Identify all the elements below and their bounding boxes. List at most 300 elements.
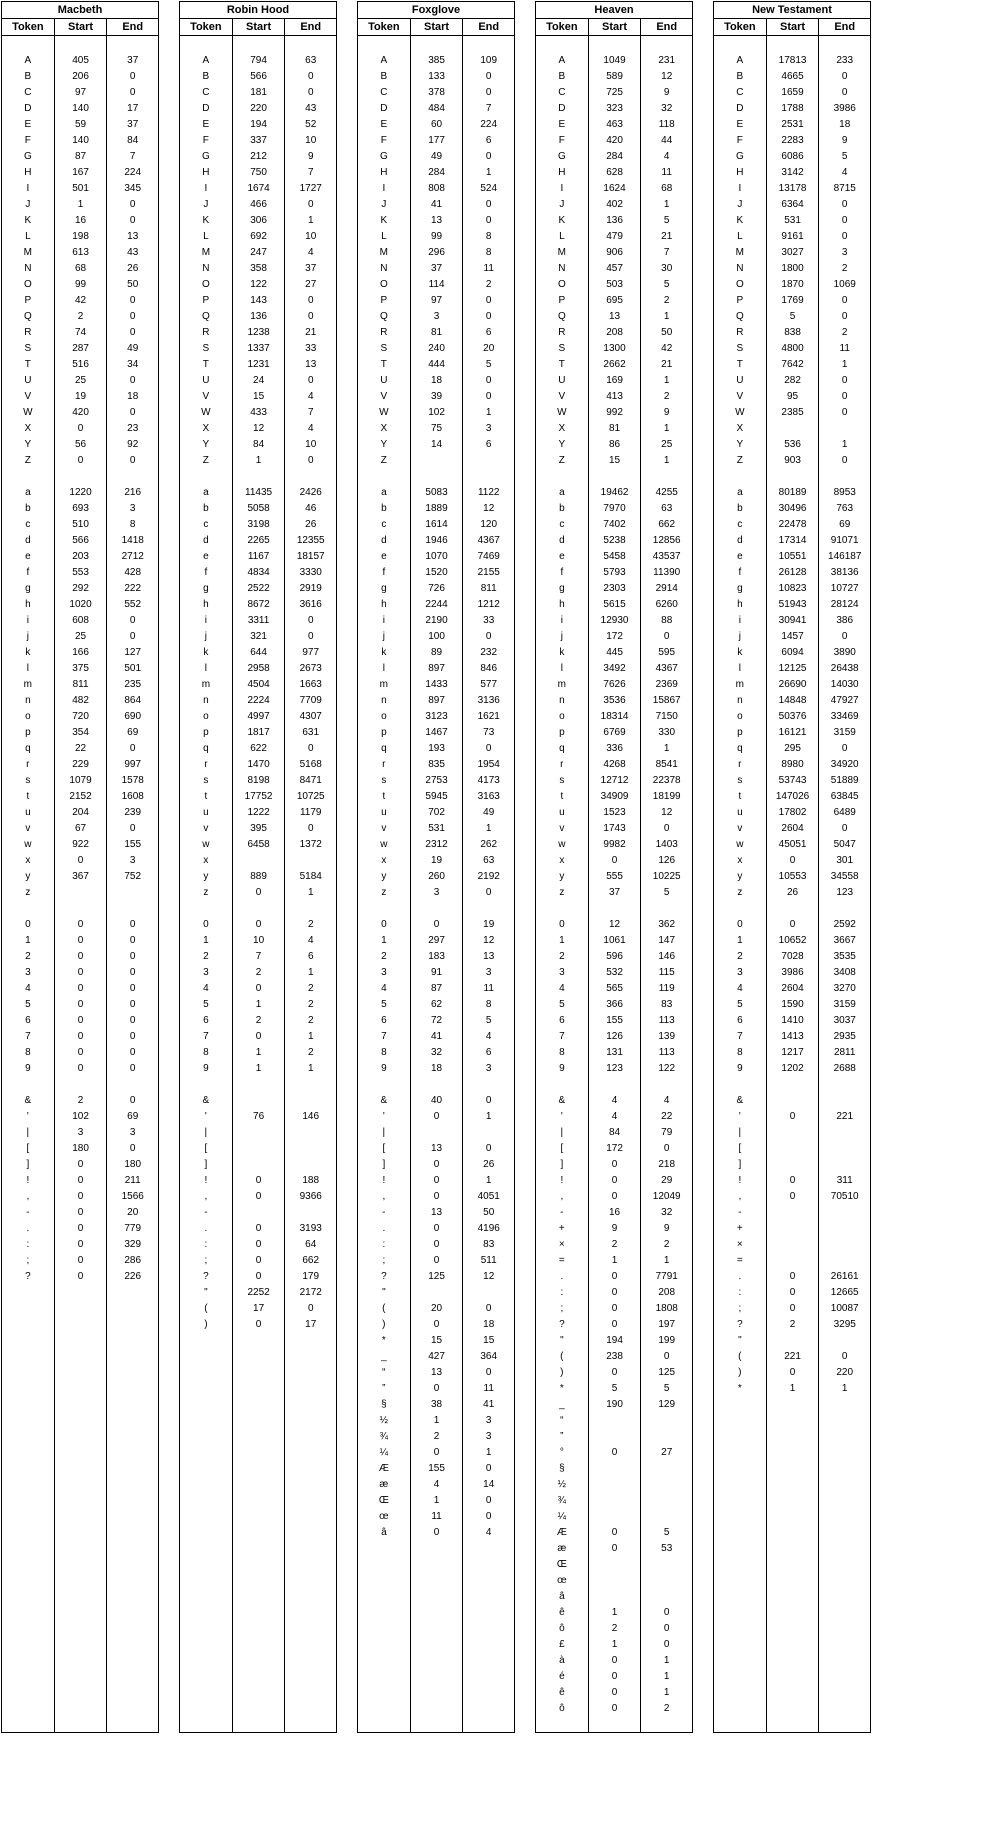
- end-cell: 12856: [641, 532, 693, 548]
- end-cell: 511: [463, 1252, 515, 1268]
- token-cell: h: [714, 596, 767, 612]
- table-row: [2, 1492, 159, 1508]
- end-cell: 5: [641, 1524, 693, 1540]
- table-row: [358, 900, 515, 916]
- token-cell: =: [536, 1252, 589, 1268]
- table-row: [358, 836, 515, 852]
- token-cell: !: [358, 1172, 411, 1188]
- start-cell: [766, 420, 819, 436]
- start-cell: [766, 1220, 819, 1236]
- token-cell: &: [2, 1092, 55, 1108]
- start-cell: [232, 1156, 285, 1172]
- start-cell: 7402: [588, 516, 641, 532]
- token-cell: I: [536, 180, 589, 196]
- end-cell: 232: [463, 644, 515, 660]
- start-cell: 337: [232, 132, 285, 148]
- end-cell: 0: [819, 228, 871, 244]
- start-cell: 4: [588, 1108, 641, 1124]
- table-row: [358, 676, 515, 692]
- end-cell: [285, 1652, 337, 1668]
- token-cell: k: [358, 644, 411, 660]
- start-cell: [54, 884, 107, 900]
- start-cell: 190: [588, 1396, 641, 1412]
- start-cell: 1674: [232, 180, 285, 196]
- table-row: [180, 1332, 337, 1348]
- token-cell: :: [358, 1236, 411, 1252]
- table-row: [2, 532, 159, 548]
- start-cell: 336: [588, 740, 641, 756]
- token-cell: x: [536, 852, 589, 868]
- token-cell: 5: [714, 996, 767, 1012]
- table-row: [358, 660, 515, 676]
- start-cell: 220: [232, 100, 285, 116]
- table-row: [536, 612, 693, 628]
- token-cell: 5: [2, 996, 55, 1012]
- table-row: [536, 372, 693, 388]
- start-cell: 532: [588, 964, 641, 980]
- start-cell: 2224: [232, 692, 285, 708]
- end-cell: 43: [107, 244, 159, 260]
- start-cell: 22: [54, 740, 107, 756]
- start-cell: 51943: [766, 596, 819, 612]
- table-title: New Testament: [714, 2, 871, 19]
- table-row: [180, 868, 337, 884]
- table-row: [536, 164, 693, 180]
- table-row: [180, 1460, 337, 1476]
- token-cell: B: [358, 68, 411, 84]
- end-cell: 9: [819, 132, 871, 148]
- end-cell: 0: [641, 1620, 693, 1636]
- start-cell: [232, 900, 285, 916]
- token-cell: T: [536, 356, 589, 372]
- end-cell: 0: [819, 452, 871, 468]
- end-cell: [285, 1332, 337, 1348]
- table-row: [358, 708, 515, 724]
- table-row: [536, 1156, 693, 1172]
- token-cell: ¼: [358, 1444, 411, 1460]
- token-cell: ': [358, 1108, 411, 1124]
- start-cell: 306: [232, 212, 285, 228]
- end-cell: 0: [285, 308, 337, 324]
- start-cell: [232, 1668, 285, 1684]
- end-cell: 17: [107, 100, 159, 116]
- token-cell: [180, 1620, 233, 1636]
- table-row: [2, 548, 159, 564]
- end-cell: 0: [819, 84, 871, 100]
- end-cell: 0: [107, 84, 159, 100]
- start-cell: 136: [232, 308, 285, 324]
- token-cell: *: [714, 1380, 767, 1396]
- token-cell: [536, 1716, 589, 1733]
- token-cell: V: [180, 388, 233, 404]
- token-cell: T: [358, 356, 411, 372]
- start-cell: 906: [588, 244, 641, 260]
- start-cell: 0: [54, 1028, 107, 1044]
- table-row: [2, 356, 159, 372]
- start-cell: [766, 36, 819, 53]
- token-cell: W: [180, 404, 233, 420]
- token-cell: [180, 1604, 233, 1620]
- start-cell: [588, 1716, 641, 1733]
- token-cell: [2, 1508, 55, 1524]
- table-row: [180, 148, 337, 164]
- start-cell: 0: [232, 916, 285, 932]
- token-cell: P: [714, 292, 767, 308]
- table-row: [358, 1556, 515, 1572]
- token-cell: [2, 36, 55, 53]
- token-cell: n: [714, 692, 767, 708]
- start-cell: 692: [232, 228, 285, 244]
- end-cell: 662: [641, 516, 693, 532]
- table-row: [358, 372, 515, 388]
- table-row: [180, 1268, 337, 1284]
- table-row: [2, 1460, 159, 1476]
- start-cell: 0: [410, 1252, 463, 1268]
- start-cell: 1220: [54, 484, 107, 500]
- table-row: [2, 228, 159, 244]
- end-cell: 386: [819, 612, 871, 628]
- token-cell: X: [536, 420, 589, 436]
- table-row: [536, 1332, 693, 1348]
- end-cell: [107, 468, 159, 484]
- token-cell: 4: [180, 980, 233, 996]
- start-cell: 2: [232, 1012, 285, 1028]
- macbeth-table: [1, 1, 159, 1733]
- table-row: [536, 868, 693, 884]
- table-row: [2, 1252, 159, 1268]
- token-cell: e: [714, 548, 767, 564]
- end-cell: 17: [285, 1316, 337, 1332]
- table-row: [180, 1684, 337, 1700]
- start-cell: 4997: [232, 708, 285, 724]
- end-cell: [463, 1284, 515, 1300]
- token-cell: j: [536, 628, 589, 644]
- table-row: [536, 676, 693, 692]
- token-cell: N: [2, 260, 55, 276]
- token-cell: [714, 1540, 767, 1556]
- table-row: [180, 308, 337, 324]
- end-cell: 33469: [819, 708, 871, 724]
- token-cell: â: [358, 1524, 411, 1540]
- end-cell: [819, 1668, 871, 1684]
- start-cell: 1: [232, 996, 285, 1012]
- start-cell: 0: [232, 1268, 285, 1284]
- start-cell: 166: [54, 644, 107, 660]
- start-cell: 13: [410, 1140, 463, 1156]
- table-row: [358, 1620, 515, 1636]
- end-cell: [819, 1492, 871, 1508]
- table-row: [714, 1076, 871, 1092]
- table-row: [536, 260, 693, 276]
- table-row: [358, 244, 515, 260]
- end-cell: 1122: [463, 484, 515, 500]
- table-row: [358, 1268, 515, 1284]
- start-cell: 808: [410, 180, 463, 196]
- start-cell: 3123: [410, 708, 463, 724]
- end-cell: 345: [107, 180, 159, 196]
- table-row: [714, 740, 871, 756]
- table-row: [358, 1348, 515, 1364]
- table-row: [2, 1204, 159, 1220]
- end-cell: 139: [641, 1028, 693, 1044]
- token-cell: E: [358, 116, 411, 132]
- start-cell: 0: [54, 932, 107, 948]
- table-row: [536, 516, 693, 532]
- end-cell: 11390: [641, 564, 693, 580]
- end-cell: [819, 1396, 871, 1412]
- end-cell: 8715: [819, 180, 871, 196]
- token-cell: [180, 1444, 233, 1460]
- start-cell: 72: [410, 1012, 463, 1028]
- token-cell: -: [536, 1204, 589, 1220]
- token-cell: [714, 1492, 767, 1508]
- end-cell: 1: [285, 212, 337, 228]
- table-row: [2, 820, 159, 836]
- end-cell: 662: [285, 1252, 337, 1268]
- end-cell: [285, 1156, 337, 1172]
- token-cell: ;: [358, 1252, 411, 1268]
- table-row: [714, 916, 871, 932]
- end-cell: 5: [641, 276, 693, 292]
- end-cell: 3: [463, 1428, 515, 1444]
- foxglove-table: [357, 1, 515, 1733]
- token-cell: a: [180, 484, 233, 500]
- table-row: [180, 436, 337, 452]
- start-cell: 794: [232, 52, 285, 68]
- end-cell: [285, 1636, 337, 1652]
- table-row: [536, 1588, 693, 1604]
- end-cell: 37: [285, 260, 337, 276]
- token-cell: Q: [2, 308, 55, 324]
- token-cell: F: [180, 132, 233, 148]
- end-cell: [463, 1652, 515, 1668]
- start-cell: 155: [588, 1012, 641, 1028]
- start-cell: 720: [54, 708, 107, 724]
- start-cell: 87: [410, 980, 463, 996]
- end-cell: [641, 1716, 693, 1733]
- table-row: [180, 52, 337, 68]
- token-cell: j: [714, 628, 767, 644]
- start-cell: 208: [588, 324, 641, 340]
- table-row: [536, 1572, 693, 1588]
- start-cell: 50376: [766, 708, 819, 724]
- table-row: [714, 404, 871, 420]
- start-cell: 2244: [410, 596, 463, 612]
- table-row: [180, 1700, 337, 1716]
- table-row: [358, 1508, 515, 1524]
- end-cell: [641, 1556, 693, 1572]
- token-cell: ': [536, 1108, 589, 1124]
- end-cell: [819, 1556, 871, 1572]
- end-cell: 2426: [285, 484, 337, 500]
- start-cell: [410, 1076, 463, 1092]
- end-cell: 4051: [463, 1188, 515, 1204]
- end-cell: 1: [641, 740, 693, 756]
- end-cell: 997: [107, 756, 159, 772]
- token-cell: a: [536, 484, 589, 500]
- end-cell: [285, 852, 337, 868]
- table-row: [714, 1252, 871, 1268]
- token-cell: l: [358, 660, 411, 676]
- end-cell: [107, 1076, 159, 1092]
- end-cell: 69: [819, 516, 871, 532]
- table-row: [536, 1524, 693, 1540]
- table-row: [714, 1396, 871, 1412]
- end-cell: [463, 36, 515, 53]
- token-cell: 8: [2, 1044, 55, 1060]
- start-cell: 0: [232, 980, 285, 996]
- table-row: [180, 84, 337, 100]
- end-cell: [463, 1572, 515, 1588]
- table-row: [358, 132, 515, 148]
- end-cell: 11: [463, 260, 515, 276]
- start-cell: 366: [588, 996, 641, 1012]
- token-cell: [714, 1668, 767, 1684]
- start-cell: 0: [410, 1108, 463, 1124]
- token-cell: Y: [180, 436, 233, 452]
- start-cell: [766, 1540, 819, 1556]
- start-cell: 39: [410, 388, 463, 404]
- start-cell: 1337: [232, 340, 285, 356]
- end-cell: 0: [463, 1300, 515, 1316]
- start-cell: 405: [54, 52, 107, 68]
- end-cell: [285, 1556, 337, 1572]
- table-row: [358, 772, 515, 788]
- end-cell: 63: [463, 852, 515, 868]
- start-cell: 60: [410, 116, 463, 132]
- end-cell: 3535: [819, 948, 871, 964]
- token-cell: [2, 1284, 55, 1300]
- table-row: [714, 660, 871, 676]
- table-row: [2, 868, 159, 884]
- start-cell: 378: [410, 84, 463, 100]
- token-cell: x: [714, 852, 767, 868]
- start-cell: 323: [588, 100, 641, 116]
- token-cell: x: [358, 852, 411, 868]
- table-row: [536, 708, 693, 724]
- token-cell: [2, 1492, 55, 1508]
- table-row: [358, 1156, 515, 1172]
- table-row: [180, 1220, 337, 1236]
- start-cell: [766, 1524, 819, 1540]
- token-cell: [2, 1076, 55, 1092]
- table-row: [714, 1012, 871, 1028]
- table-row: [180, 996, 337, 1012]
- end-cell: 2: [641, 1236, 693, 1252]
- table-row: [180, 1012, 337, 1028]
- token-cell: [2, 1332, 55, 1348]
- end-cell: 1418: [107, 532, 159, 548]
- token-cell: 0: [180, 916, 233, 932]
- token-cell: q: [358, 740, 411, 756]
- start-cell: [766, 1124, 819, 1140]
- start-cell: 84: [232, 436, 285, 452]
- end-cell: 1: [641, 452, 693, 468]
- start-cell: 3: [410, 884, 463, 900]
- end-cell: 364: [463, 1348, 515, 1364]
- start-cell: 183: [410, 948, 463, 964]
- token-cell: k: [714, 644, 767, 660]
- table-row: [714, 1140, 871, 1156]
- end-cell: 0: [463, 628, 515, 644]
- table-row: [180, 516, 337, 532]
- token-cell: §: [536, 1460, 589, 1476]
- token-cell: d: [714, 532, 767, 548]
- start-cell: 0: [766, 1364, 819, 1380]
- start-cell: 0: [54, 1044, 107, 1060]
- end-cell: 12: [641, 68, 693, 84]
- table-row: [358, 692, 515, 708]
- start-cell: 102: [54, 1108, 107, 1124]
- token-cell: [180, 1668, 233, 1684]
- start-cell: 596: [588, 948, 641, 964]
- table-row: [180, 1236, 337, 1252]
- token-cell: g: [714, 580, 767, 596]
- token-cell: j: [2, 628, 55, 644]
- start-cell: [766, 1412, 819, 1428]
- end-cell: [285, 1348, 337, 1364]
- table-row: [536, 388, 693, 404]
- token-cell: J: [536, 196, 589, 212]
- table-row: [358, 516, 515, 532]
- token-cell: H: [358, 164, 411, 180]
- token-cell: C: [714, 84, 767, 100]
- table-row: [2, 612, 159, 628]
- end-cell: 146187: [819, 548, 871, 564]
- end-cell: 0: [819, 308, 871, 324]
- start-cell: 76: [232, 1108, 285, 1124]
- end-cell: 4255: [641, 484, 693, 500]
- end-cell: 14: [463, 1476, 515, 1492]
- table-row: [2, 212, 159, 228]
- table-row: [2, 676, 159, 692]
- end-cell: 0: [285, 740, 337, 756]
- end-cell: [107, 1716, 159, 1733]
- end-cell: 18199: [641, 788, 693, 804]
- start-cell: [54, 1444, 107, 1460]
- end-cell: 7: [285, 164, 337, 180]
- start-cell: 897: [410, 692, 463, 708]
- token-cell: l: [2, 660, 55, 676]
- end-cell: [107, 1604, 159, 1620]
- end-cell: 0: [285, 612, 337, 628]
- table-row: [536, 1204, 693, 1220]
- token-cell: 1: [2, 932, 55, 948]
- table-row: [536, 1060, 693, 1076]
- end-cell: 311: [819, 1172, 871, 1188]
- end-cell: 0: [107, 612, 159, 628]
- table-row: [180, 836, 337, 852]
- start-cell: 2312: [410, 836, 463, 852]
- token-cell: ): [536, 1364, 589, 1380]
- start-cell: 2190: [410, 612, 463, 628]
- start-cell: [54, 1588, 107, 1604]
- end-cell: 0: [285, 292, 337, 308]
- token-cell: ': [180, 1108, 233, 1124]
- start-cell: [54, 1300, 107, 1316]
- end-cell: 50: [107, 276, 159, 292]
- table-row: [536, 1508, 693, 1524]
- end-cell: 199: [641, 1332, 693, 1348]
- end-cell: [107, 1508, 159, 1524]
- end-cell: 1: [641, 196, 693, 212]
- token-cell: -: [2, 1204, 55, 1220]
- token-cell: j: [180, 628, 233, 644]
- table-row: [714, 116, 871, 132]
- start-cell: 354: [54, 724, 107, 740]
- table-row: [714, 692, 871, 708]
- start-cell: 99: [54, 276, 107, 292]
